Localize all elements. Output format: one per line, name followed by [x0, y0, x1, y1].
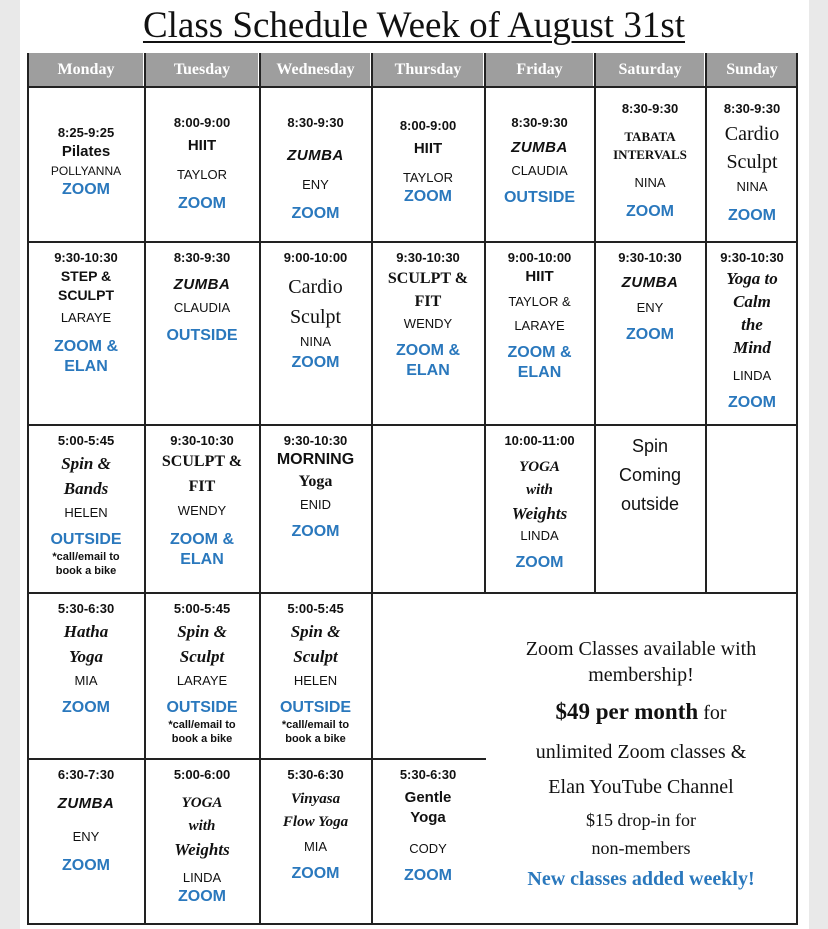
class-name: FIT: [414, 293, 442, 310]
class-cell-wednesday-4: [261, 600, 370, 746]
class-time: 9:30-10:30: [396, 250, 460, 265]
instructor-name: ENY: [72, 829, 100, 844]
instructor-name: WENDY: [403, 316, 453, 331]
class-name: SCULPT &: [161, 453, 243, 470]
instructor-name: TAYLOR: [402, 170, 454, 185]
location-label: ELAN: [64, 358, 108, 375]
class-name: SCULPT: [58, 287, 114, 303]
class-name: Yoga: [410, 809, 446, 826]
location-label: ZOOM: [291, 354, 340, 371]
location-label: ZOOM &: [54, 338, 118, 355]
class-name: YOGA: [519, 459, 560, 475]
grid-line: [27, 424, 798, 426]
class-cell-saturday-3: [596, 432, 704, 519]
page-title: Class Schedule Week of August 31st: [142, 5, 686, 46]
instructor-name: WENDY: [177, 503, 227, 518]
class-name: Sculpt: [179, 647, 225, 666]
promo-price: $49 per month: [555, 699, 699, 724]
instructor-name: CLAUDIA: [511, 163, 568, 178]
class-time: 5:00-5:45: [173, 601, 231, 616]
location-label: ZOOM &: [507, 344, 572, 361]
membership-promo: [486, 636, 796, 892]
class-name: Sculpt: [289, 306, 342, 328]
class-time: 8:30-9:30: [287, 115, 344, 130]
class-name: ZUMBA: [621, 274, 679, 291]
location-label: ZOOM: [291, 205, 340, 222]
location-label: ZOOM: [178, 195, 226, 212]
class-cell-friday-1: [486, 114, 593, 208]
class-cell-saturday-1: [596, 100, 704, 222]
location-label: ZOOM: [62, 181, 110, 198]
header-monday: Monday: [29, 53, 143, 87]
class-name: Spin &: [177, 622, 227, 641]
class-cell-friday-3: [486, 432, 593, 573]
location-label: ZOOM: [626, 203, 674, 220]
class-name: SCULPT &: [387, 270, 469, 287]
promo-highlight: New classes added weekly!: [527, 868, 755, 890]
instructor-name: ENY: [302, 177, 329, 192]
class-name: FIT: [188, 478, 216, 495]
instructor-name: ENY: [636, 300, 664, 315]
class-name: Cardio: [724, 123, 780, 145]
class-name: the: [741, 315, 763, 334]
grid-line: [27, 86, 798, 88]
class-name: Calm: [733, 292, 771, 311]
instructor-name: LARAYE: [176, 673, 228, 688]
class-time: 8:00-9:00: [173, 115, 231, 130]
class-time: 5:00-5:45: [287, 601, 344, 616]
class-cell-saturday-2: [596, 249, 704, 345]
location-label: ZOOM: [626, 326, 674, 343]
location-label: ZOOM: [404, 867, 452, 884]
promo-line: $15 drop-in for: [586, 810, 696, 830]
class-time: 9:30-10:30: [283, 433, 348, 448]
header-thursday: Thursday: [373, 53, 483, 87]
class-time: 8:30-9:30: [511, 115, 568, 130]
location-label: ELAN: [517, 364, 562, 381]
class-cell-tuesday-5: [146, 766, 258, 907]
location-label: ZOOM: [404, 188, 452, 205]
instructor-name: NINA: [634, 175, 666, 190]
class-name: TABATA: [624, 129, 676, 144]
class-name: YOGA: [181, 795, 223, 811]
instructor-name: MIA: [74, 673, 98, 688]
class-name: HIIT: [187, 137, 217, 154]
instructor-name: HELEN: [293, 673, 338, 688]
class-time: 9:00-10:00: [283, 250, 348, 265]
class-name: Weights: [174, 840, 230, 859]
class-cell-thursday-1: [373, 117, 483, 207]
location-label: ZOOM: [178, 888, 226, 905]
class-name: Sculpt: [726, 151, 778, 173]
class-cell-monday-1: [29, 124, 143, 200]
class-time: 5:30-6:30: [287, 767, 344, 782]
grid-line: [27, 923, 798, 925]
class-time: 9:30-10:30: [720, 250, 784, 265]
booking-note: *call/email to: [52, 551, 120, 563]
instructor-name: LINDA: [520, 528, 559, 543]
class-name: Mind: [733, 338, 771, 357]
location-label: OUTSIDE: [279, 699, 352, 716]
instructor-name: NINA: [736, 179, 768, 194]
class-name: Bands: [63, 479, 109, 498]
promo-line: non-members: [591, 838, 691, 858]
header-saturday: Saturday: [596, 53, 704, 87]
class-name: with: [526, 482, 553, 498]
class-cell-wednesday-3: [261, 432, 370, 542]
class-name: ZUMBA: [287, 147, 344, 164]
class-name: INTERVALS: [613, 147, 687, 162]
location-label: ELAN: [406, 362, 450, 379]
class-cell-monday-3: [29, 432, 143, 578]
class-time: 9:00-10:00: [507, 250, 572, 265]
instructor-name: LARAYE: [514, 318, 565, 333]
header-friday: Friday: [486, 53, 593, 87]
class-cell-friday-2: [486, 249, 593, 383]
location-label: ZOOM: [62, 857, 110, 874]
location-label: ZOOM: [291, 865, 340, 882]
location-label: ZOOM: [728, 394, 776, 411]
class-name: Cardio: [288, 276, 343, 298]
class-name: Pilates: [61, 143, 111, 160]
class-time: 8:30-9:30: [173, 250, 231, 265]
class-name: ZUMBA: [511, 139, 568, 156]
class-time: 5:00-6:00: [173, 767, 231, 782]
instructor-name: ENID: [299, 497, 332, 512]
class-cell-tuesday-1: [146, 114, 258, 214]
booking-note: book a bike: [55, 565, 117, 577]
grid-line: [27, 758, 486, 760]
booking-note: *call/email to: [281, 719, 350, 731]
class-cell-wednesday-2: [261, 249, 370, 373]
class-cell-thursday-5: [373, 766, 483, 886]
booking-note: book a bike: [285, 733, 346, 745]
class-time: 8:25-9:25: [57, 125, 115, 140]
location-label: OUTSIDE: [166, 327, 238, 344]
class-time: 8:30-9:30: [723, 101, 781, 116]
instructor-name: LINDA: [732, 368, 772, 383]
instructor-name: CLAUDIA: [173, 300, 231, 315]
coming-soon-text: Coming: [618, 465, 682, 485]
instructor-name: HELEN: [64, 505, 108, 520]
class-time: 5:30-6:30: [57, 601, 115, 616]
promo-line: Elan YouTube Channel: [548, 776, 734, 798]
class-name: Weights: [511, 504, 568, 523]
promo-price-suffix: for: [698, 702, 727, 724]
location-label: ZOOM: [728, 207, 776, 224]
class-name: Yoga: [69, 647, 103, 666]
class-name: Spin &: [61, 454, 111, 473]
class-name: ZUMBA: [173, 276, 231, 293]
location-label: OUTSIDE: [50, 531, 122, 548]
class-cell-sunday-2: [707, 249, 797, 413]
booking-note: *call/email to: [168, 719, 236, 731]
coming-soon-text: outside: [620, 494, 680, 514]
class-name: STEP &: [60, 268, 112, 284]
location-label: ELAN: [180, 551, 224, 568]
location-label: OUTSIDE: [503, 189, 576, 206]
header-tuesday: Tuesday: [146, 53, 258, 87]
class-name: ZUMBA: [57, 795, 115, 812]
class-name: with: [188, 818, 216, 834]
class-time: 8:30-9:30: [621, 101, 679, 116]
location-label: ZOOM: [291, 523, 340, 540]
class-name: HIIT: [413, 140, 443, 157]
class-name: Vinyasa: [290, 791, 341, 807]
promo-line: membership!: [588, 664, 694, 686]
instructor-name: TAYLOR &: [508, 294, 571, 309]
class-time: 9:30-10:30: [618, 250, 682, 265]
class-name: Yoga to: [726, 269, 778, 288]
instructor-name: POLLYANNA: [50, 164, 122, 178]
class-name: HIIT: [525, 268, 554, 285]
class-name: MORNING: [276, 451, 355, 468]
class-time: 9:30-10:30: [170, 433, 234, 448]
instructor-name: LINDA: [182, 870, 222, 885]
instructor-name: CODY: [409, 841, 447, 856]
location-label: ZOOM &: [170, 531, 234, 548]
location-label: ZOOM &: [396, 342, 460, 359]
header-wednesday: Wednesday: [261, 53, 370, 87]
class-time: 9:30-10:30: [54, 250, 118, 265]
class-time: 5:30-6:30: [399, 767, 457, 782]
promo-line: Zoom Classes available with: [525, 638, 757, 660]
class-time: 6:30-7:30: [57, 767, 115, 782]
instructor-name: NINA: [299, 334, 332, 349]
class-cell-sunday-1: [707, 100, 797, 226]
class-cell-tuesday-2: [146, 249, 258, 346]
header-sunday: Sunday: [707, 53, 797, 87]
class-cell-wednesday-5: [261, 766, 370, 884]
promo-line: unlimited Zoom classes &: [535, 741, 747, 763]
location-label: ZOOM: [515, 554, 564, 571]
class-name: Spin &: [290, 622, 341, 641]
location-label: OUTSIDE: [166, 699, 238, 716]
grid-line: [27, 241, 798, 243]
grid-line: [27, 592, 798, 594]
class-time: 8:00-9:00: [399, 118, 457, 133]
instructor-name: MIA: [303, 839, 328, 854]
class-name: Flow Yoga: [282, 814, 349, 830]
class-cell-monday-5: [29, 766, 143, 876]
class-name: Gentle: [404, 789, 452, 806]
instructor-name: LARAYE: [60, 310, 112, 325]
instructor-name: TAYLOR: [176, 167, 228, 182]
class-cell-tuesday-4: [146, 600, 258, 746]
class-cell-wednesday-1: [261, 114, 370, 224]
coming-soon-text: Spin: [631, 436, 669, 456]
class-name: Hatha: [63, 622, 109, 641]
promo-price-line: [486, 698, 796, 729]
class-cell-monday-4: [29, 600, 143, 718]
class-time: 10:00-11:00: [504, 433, 575, 448]
class-cell-tuesday-3: [146, 432, 258, 570]
class-name: Sculpt: [293, 647, 338, 666]
class-time: 5:00-5:45: [57, 433, 115, 448]
class-name: Yoga: [298, 473, 333, 490]
class-cell-thursday-2: [373, 249, 483, 381]
booking-note: book a bike: [171, 733, 233, 745]
class-cell-monday-2: [29, 249, 143, 377]
location-label: ZOOM: [62, 699, 110, 716]
